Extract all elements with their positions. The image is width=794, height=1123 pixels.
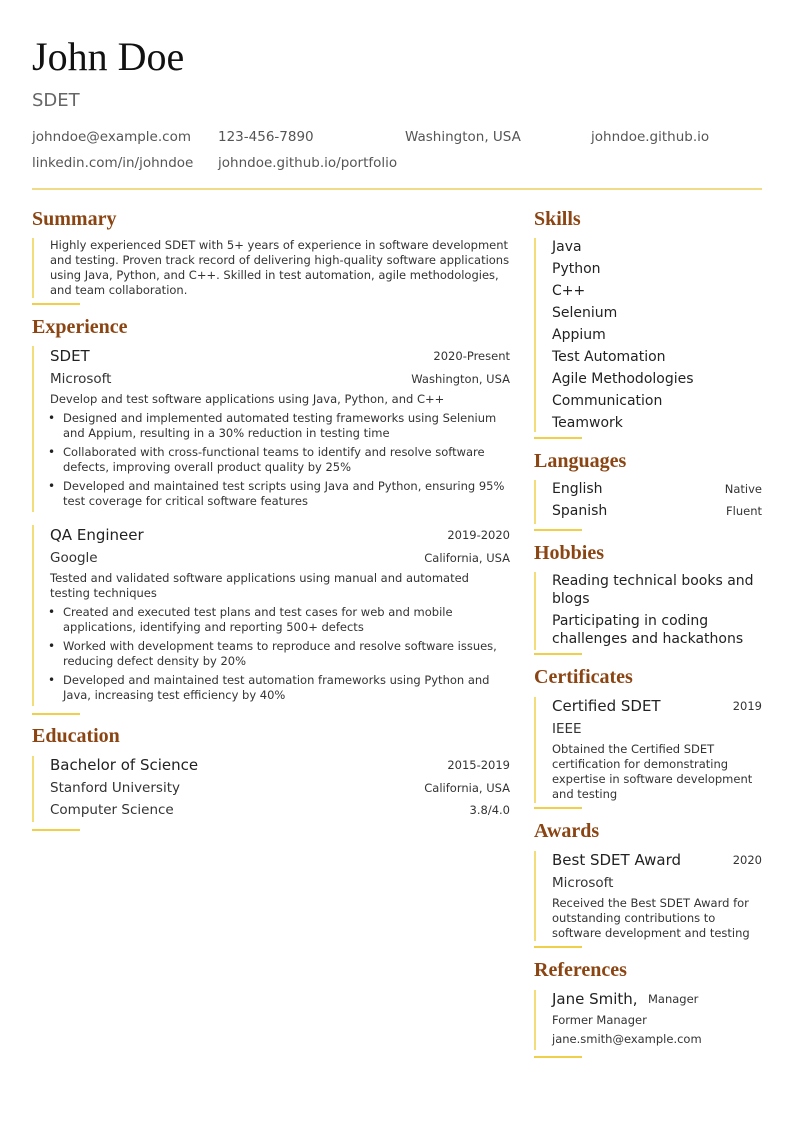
education-field: Computer Science <box>50 802 174 818</box>
skill-item: Agile Methodologies <box>552 371 694 387</box>
awards-end-line <box>534 946 582 948</box>
job-bar <box>32 525 34 706</box>
job-bullet: • Collaborated with cross-functional teams to identify and resolve software defects, improving overall product quality by 25% <box>63 445 510 475</box>
summary-title: Summary <box>32 208 117 230</box>
job-bullet: • Designed and implemented automated testing frameworks using Selenium and Appium, resulting in a 30% reduction in testing time <box>63 411 510 441</box>
award-year: 2020 <box>732 853 762 867</box>
language-name: Spanish <box>552 503 608 519</box>
contact-linkedin[interactable]: linkedin.com/in/johndoe <box>32 155 194 171</box>
contact-website[interactable]: johndoe.github.io <box>591 129 710 145</box>
job-location: Washington, USA <box>411 372 510 386</box>
contact-phone[interactable]: 123-456-7890 <box>218 129 314 145</box>
skill-item: Teamwork <box>552 415 623 431</box>
job-bullet: • Developed and maintained test scripts using Java and Python, ensuring 95% test coverage for critical software features <box>63 479 510 509</box>
certificate-issuer: IEEE <box>552 721 582 737</box>
job-bullet: • Developed and maintained test automation frameworks using Python and Java, increasing test efficiency by 40% <box>63 673 510 703</box>
hobbies-title: Hobbies <box>534 542 605 564</box>
candidate-name: John Doe <box>32 34 185 79</box>
awards-title: Awards <box>534 820 600 842</box>
skill-item: Java <box>552 239 582 255</box>
languages-bar <box>534 480 536 524</box>
hobbies-end-line <box>534 653 582 655</box>
reference-email[interactable]: jane.smith@example.com <box>552 1032 702 1046</box>
job-description: Tested and validated software applications using manual and automated testing techniques <box>50 571 469 600</box>
skill-item: Appium <box>552 327 606 343</box>
reference-name: Jane Smith, <box>552 990 638 1008</box>
skills-end-line <box>534 437 582 439</box>
education-degree: Bachelor of Science <box>50 756 199 774</box>
skill-item: C++ <box>552 283 586 299</box>
award-issuer: Microsoft <box>552 875 614 891</box>
job-company: Google <box>50 550 98 566</box>
skill-item: Python <box>552 261 601 277</box>
education-gpa: 3.8/4.0 <box>469 803 510 817</box>
hobbies-bar <box>534 572 536 650</box>
certificate-name: Certified SDET <box>552 697 661 715</box>
award-name: Best SDET Award <box>552 851 682 869</box>
job-dates: 2019-2020 <box>447 528 510 542</box>
candidate-role: SDET <box>32 90 80 111</box>
education-school: Stanford University <box>50 780 180 796</box>
job-company: Microsoft <box>50 371 112 387</box>
language-name: English <box>552 481 603 497</box>
references-title: References <box>534 959 627 981</box>
experience-end-line <box>32 713 80 715</box>
skill-item: Communication <box>552 393 663 409</box>
contact-email[interactable]: johndoe@example.com <box>32 129 191 145</box>
experience-title: Experience <box>32 316 128 338</box>
education-bar <box>32 756 34 822</box>
skills-title: Skills <box>534 208 581 230</box>
certificates-title: Certificates <box>534 666 633 688</box>
references-end-line <box>534 1056 582 1058</box>
education-title: Education <box>32 725 120 747</box>
hobby-item: Participating in coding challenges and hackathons <box>552 613 744 647</box>
award-description: Received the Best SDET Award for outstanding contributions to software development and testing <box>552 896 750 940</box>
job-bullet: • Created and executed test plans and test cases for web and mobile applications, identifying and reporting 500+ defects <box>63 605 510 635</box>
contact-portfolio[interactable]: johndoe.github.io/portfolio <box>218 155 398 171</box>
summary-bar <box>32 238 34 298</box>
languages-end-line <box>534 529 582 531</box>
job-position: QA Engineer <box>50 526 144 544</box>
certificate-description: Obtained the Certified SDET certification for demonstrating expertise in software development and testing <box>552 742 753 801</box>
skill-item: Selenium <box>552 305 618 321</box>
job-description: Develop and test software applications using Java, Python, and C++ <box>50 392 445 406</box>
awards-bar <box>534 851 536 941</box>
summary-end-line <box>32 303 80 305</box>
job-bar <box>32 346 34 512</box>
language-level: Fluent <box>726 504 762 518</box>
education-dates: 2015-2019 <box>447 758 510 772</box>
certificates-end-line <box>534 807 582 809</box>
certificate-year: 2019 <box>732 699 762 713</box>
reference-relation: Former Manager <box>552 1013 647 1027</box>
header-divider <box>32 188 762 190</box>
language-level: Native <box>724 482 762 496</box>
hobby-item: Reading technical books and blogs <box>552 573 754 607</box>
reference-role: Manager <box>648 992 699 1006</box>
skills-bar <box>534 238 536 432</box>
summary-text: Highly experienced SDET with 5+ years of experience in software development and testing. Proven track record of delivering high-quality software applications using Java, Python, and C++. Skilled in test automation, agile methodologies, and team collaboration. <box>50 238 510 297</box>
education-location: California, USA <box>424 781 510 795</box>
job-bullet: • Worked with development teams to reproduce and resolve software issues, reducing defect density by 20% <box>63 639 510 669</box>
job-position: SDET <box>50 347 90 365</box>
job-dates: 2020-Present <box>433 349 510 363</box>
certificates-bar <box>534 697 536 803</box>
skill-item: Test Automation <box>552 349 666 365</box>
languages-title: Languages <box>534 450 627 472</box>
contact-location: Washington, USA <box>405 129 521 145</box>
references-bar <box>534 990 536 1050</box>
job-location: California, USA <box>424 551 510 565</box>
education-end-line <box>32 829 80 831</box>
